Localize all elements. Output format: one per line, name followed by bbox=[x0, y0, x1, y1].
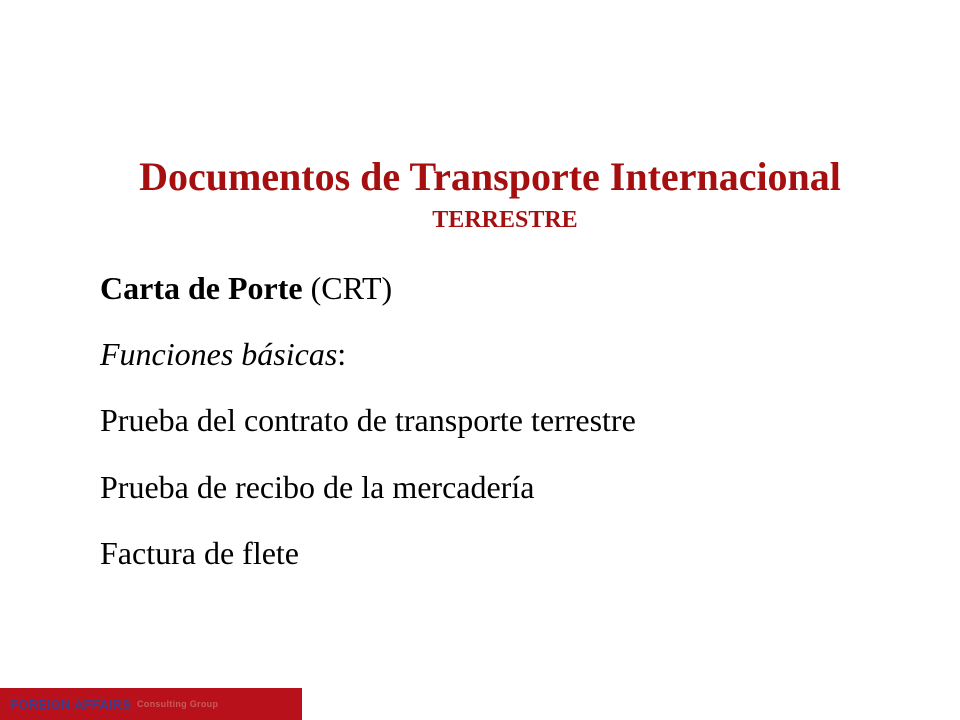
footer-bar bbox=[0, 688, 302, 720]
carta-de-porte-label: Carta de Porte bbox=[100, 270, 303, 306]
crt-label: (CRT) bbox=[302, 270, 393, 306]
funciones-basicas-label: Funciones básicas bbox=[100, 336, 338, 372]
prueba-contrato-line: Prueba del contrato de transporte terrestre bbox=[100, 402, 636, 438]
funciones-colon: : bbox=[337, 336, 347, 372]
footer-company-name: FOREIGN AFFAIRS bbox=[10, 696, 131, 712]
factura-flete-line: Factura de flete bbox=[100, 535, 299, 571]
slide-subtitle: TERRESTRE bbox=[432, 207, 578, 233]
slide-title: Documentos de Transporte Internacional bbox=[139, 154, 841, 199]
footer-company-subtitle: Consulting Group bbox=[136, 699, 219, 709]
prueba-recibo-line: Prueba de recibo de la mercadería bbox=[100, 469, 535, 505]
funciones-basicas-line bbox=[100, 334, 346, 374]
carta-de-porte-line bbox=[100, 268, 392, 308]
